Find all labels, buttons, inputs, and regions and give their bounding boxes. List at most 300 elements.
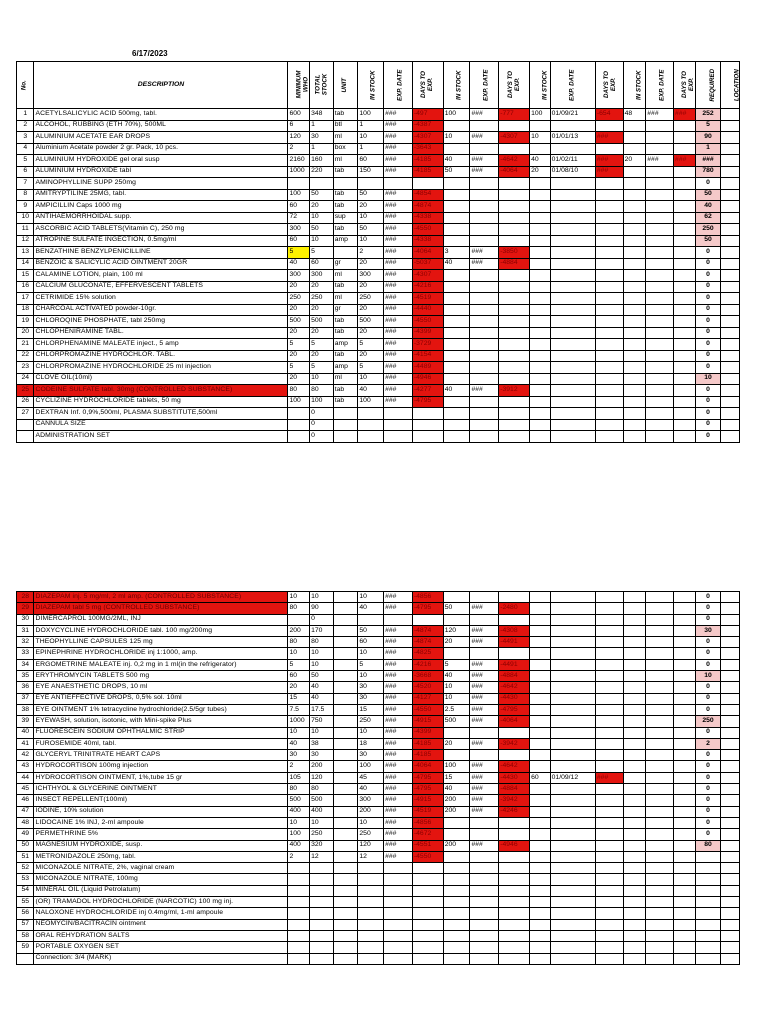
cell-required: 0 bbox=[695, 614, 721, 625]
cell-d1: -4216 bbox=[412, 659, 443, 670]
cell-unit bbox=[333, 784, 358, 795]
cell-d3 bbox=[595, 625, 623, 636]
cell-required: 0 bbox=[695, 258, 721, 270]
row-number: 23 bbox=[17, 362, 34, 374]
cell-required: 0 bbox=[695, 316, 721, 328]
item-description: ADMINISTRATION SET bbox=[34, 431, 288, 443]
cell-e3 bbox=[550, 224, 595, 236]
cell-d4 bbox=[674, 247, 696, 259]
cell-e1 bbox=[384, 885, 413, 896]
table-row bbox=[17, 851, 740, 862]
cell-e1: ### bbox=[384, 304, 413, 316]
cell-e3 bbox=[550, 327, 595, 339]
cell-s4 bbox=[623, 659, 646, 670]
cell-d2 bbox=[499, 419, 530, 431]
cell-s3 bbox=[530, 247, 551, 259]
item-description: CLOVE OIL(10ml) bbox=[34, 373, 288, 385]
cell-min: 60 bbox=[288, 201, 310, 213]
cell-min: 15 bbox=[288, 693, 310, 704]
cell-d3 bbox=[595, 408, 623, 420]
cell-e2 bbox=[470, 270, 499, 282]
cell-e2 bbox=[470, 350, 499, 362]
item-description: BENZATHINE BENZYLPENICILLINE bbox=[34, 247, 288, 259]
cell-d2 bbox=[499, 270, 530, 282]
cell-e2 bbox=[470, 396, 499, 408]
cell-tot: 60 bbox=[310, 258, 334, 270]
cell-s3 bbox=[530, 953, 551, 964]
cell-s4 bbox=[623, 166, 646, 178]
cell-e2 bbox=[470, 327, 499, 339]
cell-e2: ### bbox=[470, 155, 499, 167]
cell-location bbox=[721, 693, 740, 704]
cell-s4 bbox=[623, 396, 646, 408]
cell-d3 bbox=[595, 953, 623, 964]
cell-d1: -4519 bbox=[412, 293, 443, 305]
cell-e4 bbox=[646, 327, 674, 339]
row-number: 41 bbox=[17, 738, 34, 749]
cell-e3 bbox=[550, 908, 595, 919]
cell-location bbox=[721, 143, 740, 155]
cell-required bbox=[695, 897, 721, 908]
cell-tot: 250 bbox=[310, 293, 334, 305]
table-row bbox=[17, 795, 740, 806]
cell-d2 bbox=[499, 339, 530, 351]
cell-d3: -654 bbox=[595, 109, 623, 121]
cell-s4 bbox=[623, 419, 646, 431]
cell-d1: -4672 bbox=[412, 829, 443, 840]
cell-min: 60 bbox=[288, 671, 310, 682]
cell-s4 bbox=[623, 874, 646, 885]
cell-required: ### bbox=[695, 155, 721, 167]
cell-s2: 200 bbox=[443, 840, 470, 851]
cell-d4 bbox=[674, 919, 696, 930]
cell-e4 bbox=[646, 637, 674, 648]
cell-e1: ### bbox=[384, 738, 413, 749]
cell-unit bbox=[333, 637, 358, 648]
cell-s4 bbox=[623, 761, 646, 772]
cell-location bbox=[721, 431, 740, 443]
cell-d3 bbox=[595, 727, 623, 738]
cell-d4 bbox=[674, 327, 696, 339]
cell-required: 0 bbox=[695, 727, 721, 738]
header-days-to-exp: DAYS TO EXP. bbox=[412, 62, 443, 109]
table-row bbox=[17, 166, 740, 178]
cell-location bbox=[721, 659, 740, 670]
table-row bbox=[17, 385, 740, 397]
cell-location bbox=[721, 373, 740, 385]
cell-s1: 50 bbox=[358, 224, 384, 236]
cell-location bbox=[721, 362, 740, 374]
cell-e4 bbox=[646, 603, 674, 614]
table-row bbox=[17, 362, 740, 374]
header-exp-date-3: EXP. DATE bbox=[550, 62, 595, 109]
header-description: DESCRIPTION bbox=[34, 62, 288, 109]
cell-e1: ### bbox=[384, 212, 413, 224]
table-row bbox=[17, 648, 740, 659]
cell-d1: -4185 bbox=[412, 155, 443, 167]
cell-d2: -4491 bbox=[499, 659, 530, 670]
cell-d2: -4642 bbox=[499, 155, 530, 167]
row-number: 38 bbox=[17, 704, 34, 715]
cell-e2: ### bbox=[470, 132, 499, 144]
row-number: 4 bbox=[17, 143, 34, 155]
table-row bbox=[17, 885, 740, 896]
cell-e4 bbox=[646, 908, 674, 919]
cell-tot: 50 bbox=[310, 224, 334, 236]
cell-tot: 0 bbox=[310, 408, 334, 420]
cell-location bbox=[721, 727, 740, 738]
cell-d3 bbox=[595, 293, 623, 305]
cell-d4 bbox=[674, 258, 696, 270]
item-description: DOXYCYCLINE HYDROCHLORIDE tabl. 100 mg/200mg bbox=[34, 625, 288, 636]
table-row bbox=[17, 784, 740, 795]
cell-d2: -4795 bbox=[499, 704, 530, 715]
cell-d1 bbox=[412, 919, 443, 930]
table-row bbox=[17, 419, 740, 431]
cell-d4 bbox=[674, 806, 696, 817]
cell-d1 bbox=[412, 419, 443, 431]
cell-s2 bbox=[443, 851, 470, 862]
cell-s4 bbox=[623, 693, 646, 704]
cell-d2: -3912 bbox=[499, 385, 530, 397]
cell-required: 90 bbox=[695, 132, 721, 144]
cell-min: 300 bbox=[288, 270, 310, 282]
cell-s1: 60 bbox=[358, 155, 384, 167]
row-number: 26 bbox=[17, 396, 34, 408]
cell-d4 bbox=[674, 637, 696, 648]
cell-s1: 30 bbox=[358, 750, 384, 761]
cell-s3 bbox=[530, 350, 551, 362]
cell-d4 bbox=[674, 281, 696, 293]
cell-s3 bbox=[530, 693, 551, 704]
cell-e3 bbox=[550, 201, 595, 213]
cell-s1: 60 bbox=[358, 637, 384, 648]
cell-d4 bbox=[674, 396, 696, 408]
cell-s2 bbox=[443, 942, 470, 953]
cell-e2: ### bbox=[470, 784, 499, 795]
cell-tot: 10 bbox=[310, 648, 334, 659]
cell-d3 bbox=[595, 419, 623, 431]
cell-unit bbox=[333, 603, 358, 614]
cell-unit bbox=[333, 704, 358, 715]
cell-s2 bbox=[443, 339, 470, 351]
cell-d2: -4246 bbox=[499, 806, 530, 817]
cell-s4 bbox=[623, 373, 646, 385]
cell-tot: 10 bbox=[310, 212, 334, 224]
table-row bbox=[17, 281, 740, 293]
cell-d4 bbox=[674, 132, 696, 144]
cell-tot: 10 bbox=[310, 659, 334, 670]
cell-s4 bbox=[623, 750, 646, 761]
table-row bbox=[17, 155, 740, 167]
cell-e4 bbox=[646, 419, 674, 431]
cell-min bbox=[288, 885, 310, 896]
cell-tot: 220 bbox=[310, 166, 334, 178]
cell-unit bbox=[333, 817, 358, 828]
cell-s1: 100 bbox=[358, 109, 384, 121]
cell-required bbox=[695, 885, 721, 896]
table-row bbox=[17, 304, 740, 316]
item-description: MINERAL OIL (Liquid Petrolatum) bbox=[34, 885, 288, 896]
cell-unit bbox=[333, 761, 358, 772]
cell-s4 bbox=[623, 327, 646, 339]
cell-e3 bbox=[550, 625, 595, 636]
cell-s1 bbox=[358, 431, 384, 443]
cell-e2 bbox=[470, 362, 499, 374]
row-number: 39 bbox=[17, 716, 34, 727]
cell-d2 bbox=[499, 897, 530, 908]
cell-e4 bbox=[646, 385, 674, 397]
cell-location bbox=[721, 132, 740, 144]
cell-s1: 250 bbox=[358, 829, 384, 840]
cell-e4 bbox=[646, 930, 674, 941]
cell-tot: 5 bbox=[310, 362, 334, 374]
cell-unit: tab bbox=[333, 224, 358, 236]
cell-s3 bbox=[530, 212, 551, 224]
cell-required: 0 bbox=[695, 385, 721, 397]
cell-s2: 40 bbox=[443, 155, 470, 167]
item-description: BENZOIC & SALICYLIC ACID OINTMENT 20GR bbox=[34, 258, 288, 270]
cell-e3 bbox=[550, 942, 595, 953]
cell-s2: 50 bbox=[443, 603, 470, 614]
row-number: 27 bbox=[17, 408, 34, 420]
cell-e2: ### bbox=[470, 704, 499, 715]
cell-d4 bbox=[674, 625, 696, 636]
cell-d3 bbox=[595, 851, 623, 862]
table-row bbox=[17, 897, 740, 908]
cell-tot: 20 bbox=[310, 281, 334, 293]
cell-e3 bbox=[550, 750, 595, 761]
cell-e3 bbox=[550, 637, 595, 648]
cell-e2: ### bbox=[470, 166, 499, 178]
cell-d2: -4064 bbox=[499, 166, 530, 178]
cell-s4 bbox=[623, 795, 646, 806]
cell-e2 bbox=[470, 614, 499, 625]
cell-tot: 348 bbox=[310, 109, 334, 121]
cell-s4 bbox=[623, 885, 646, 896]
cell-d1: -4216 bbox=[412, 281, 443, 293]
cell-location bbox=[721, 953, 740, 964]
row-number: 10 bbox=[17, 212, 34, 224]
cell-s2: 5 bbox=[443, 659, 470, 670]
cell-e3 bbox=[550, 716, 595, 727]
cell-s1: 15 bbox=[358, 704, 384, 715]
cell-unit bbox=[333, 592, 358, 603]
table-row bbox=[17, 235, 740, 247]
cell-s3 bbox=[530, 863, 551, 874]
cell-s3 bbox=[530, 270, 551, 282]
cell-e3 bbox=[550, 648, 595, 659]
cell-d2 bbox=[499, 235, 530, 247]
cell-s3 bbox=[530, 648, 551, 659]
row-number: 55 bbox=[17, 897, 34, 908]
cell-min bbox=[288, 419, 310, 431]
table-row bbox=[17, 592, 740, 603]
cell-d4 bbox=[674, 874, 696, 885]
cell-tot: 100 bbox=[310, 396, 334, 408]
cell-e1: ### bbox=[384, 750, 413, 761]
cell-tot: 38 bbox=[310, 738, 334, 749]
cell-s4 bbox=[623, 704, 646, 715]
cell-min: 400 bbox=[288, 806, 310, 817]
cell-d4 bbox=[674, 235, 696, 247]
cell-e2 bbox=[470, 201, 499, 213]
cell-d1: -4795 bbox=[412, 396, 443, 408]
cell-min: 80 bbox=[288, 385, 310, 397]
cell-s2 bbox=[443, 592, 470, 603]
cell-e4 bbox=[646, 258, 674, 270]
cell-s3 bbox=[530, 281, 551, 293]
cell-d4 bbox=[674, 716, 696, 727]
cell-d4 bbox=[674, 270, 696, 282]
cell-unit bbox=[333, 806, 358, 817]
cell-s1: 30 bbox=[358, 682, 384, 693]
cell-tot: 320 bbox=[310, 840, 334, 851]
cell-e3 bbox=[550, 897, 595, 908]
cell-d4: ### bbox=[674, 155, 696, 167]
cell-e1: ### bbox=[384, 155, 413, 167]
cell-d1: -3729 bbox=[412, 339, 443, 351]
table-row bbox=[17, 316, 740, 328]
cell-tot: 90 bbox=[310, 603, 334, 614]
cell-s2 bbox=[443, 235, 470, 247]
item-description: MICONAZOLE NITRATE, 100mg bbox=[34, 874, 288, 885]
cell-s3: 40 bbox=[530, 155, 551, 167]
cell-s1: 20 bbox=[358, 281, 384, 293]
table-row bbox=[17, 806, 740, 817]
cell-d3 bbox=[595, 671, 623, 682]
cell-s3 bbox=[530, 224, 551, 236]
cell-s3 bbox=[530, 795, 551, 806]
cell-unit: gr bbox=[333, 304, 358, 316]
cell-location bbox=[721, 350, 740, 362]
cell-min: 1000 bbox=[288, 716, 310, 727]
cell-e3 bbox=[550, 930, 595, 941]
cell-required bbox=[695, 851, 721, 862]
cell-e1: ### bbox=[384, 385, 413, 397]
cell-tot: 500 bbox=[310, 316, 334, 328]
cell-s2: 10 bbox=[443, 132, 470, 144]
cell-d4 bbox=[674, 212, 696, 224]
row-number: 28 bbox=[17, 592, 34, 603]
cell-required: 0 bbox=[695, 396, 721, 408]
cell-d1: -4185 bbox=[412, 750, 443, 761]
cell-min: 100 bbox=[288, 829, 310, 840]
cell-tot: 1 bbox=[310, 143, 334, 155]
cell-e1: ### bbox=[384, 109, 413, 121]
cell-e2 bbox=[470, 120, 499, 132]
cell-tot bbox=[310, 908, 334, 919]
cell-d4 bbox=[674, 614, 696, 625]
table-row bbox=[17, 919, 740, 930]
cell-s3 bbox=[530, 840, 551, 851]
cell-required bbox=[695, 919, 721, 930]
cell-e4 bbox=[646, 625, 674, 636]
cell-d4 bbox=[674, 316, 696, 328]
item-description: METRONIDAZOLE 250mg, tabl. bbox=[34, 851, 288, 862]
cell-required: 40 bbox=[695, 201, 721, 213]
item-description: CHLOPHENIRAMINE TABL. bbox=[34, 327, 288, 339]
cell-s4 bbox=[623, 930, 646, 941]
cell-e2: ### bbox=[470, 671, 499, 682]
row-number: 34 bbox=[17, 659, 34, 670]
cell-d1 bbox=[412, 930, 443, 941]
header-exp-date: EXP. DATE bbox=[384, 62, 413, 109]
cell-s1: 20 bbox=[358, 350, 384, 362]
cell-s1: 5 bbox=[358, 362, 384, 374]
cell-s4 bbox=[623, 637, 646, 648]
table-row bbox=[17, 693, 740, 704]
cell-s2: 100 bbox=[443, 109, 470, 121]
cell-tot: 10 bbox=[310, 373, 334, 385]
cell-unit bbox=[333, 874, 358, 885]
cell-s1: 200 bbox=[358, 806, 384, 817]
cell-d4 bbox=[674, 953, 696, 964]
row-number: 11 bbox=[17, 224, 34, 236]
cell-s2: 3 bbox=[443, 247, 470, 259]
row-number: 1 bbox=[17, 109, 34, 121]
cell-e4 bbox=[646, 806, 674, 817]
table-row bbox=[17, 930, 740, 941]
cell-tot: 20 bbox=[310, 327, 334, 339]
cell-min bbox=[288, 863, 310, 874]
table-row bbox=[17, 874, 740, 885]
cell-e3: 01/09/12 bbox=[550, 772, 595, 783]
cell-d3 bbox=[595, 750, 623, 761]
header-days-to-exp-2: DAYS TO EXP. bbox=[499, 62, 530, 109]
cell-d3 bbox=[595, 350, 623, 362]
cell-s2: 10 bbox=[443, 682, 470, 693]
cell-s4 bbox=[623, 942, 646, 953]
cell-d1: -4874 bbox=[412, 637, 443, 648]
row-number: 31 bbox=[17, 625, 34, 636]
cell-e3 bbox=[550, 293, 595, 305]
cell-e2: ### bbox=[470, 625, 499, 636]
cell-location bbox=[721, 212, 740, 224]
cell-e2 bbox=[470, 293, 499, 305]
row-number: 15 bbox=[17, 270, 34, 282]
cell-e3 bbox=[550, 840, 595, 851]
cell-d1 bbox=[412, 431, 443, 443]
table-row bbox=[17, 431, 740, 443]
cell-e3 bbox=[550, 659, 595, 670]
cell-e3 bbox=[550, 281, 595, 293]
cell-d3 bbox=[595, 304, 623, 316]
table-row bbox=[17, 603, 740, 614]
cell-s4 bbox=[623, 270, 646, 282]
cell-e2 bbox=[470, 431, 499, 443]
cell-e1: ### bbox=[384, 761, 413, 772]
cell-d2: -2480 bbox=[499, 603, 530, 614]
cell-s4 bbox=[623, 919, 646, 930]
cell-unit bbox=[333, 431, 358, 443]
cell-d1: -4307 bbox=[412, 132, 443, 144]
cell-e4 bbox=[646, 840, 674, 851]
table-row bbox=[17, 120, 740, 132]
cell-unit: tab bbox=[333, 350, 358, 362]
cell-location bbox=[721, 897, 740, 908]
cell-unit: amp bbox=[333, 362, 358, 374]
cell-s2 bbox=[443, 304, 470, 316]
cell-e4 bbox=[646, 671, 674, 682]
cell-min: 40 bbox=[288, 738, 310, 749]
cell-d2 bbox=[499, 178, 530, 190]
cell-s1: 10 bbox=[358, 817, 384, 828]
cell-d4 bbox=[674, 189, 696, 201]
cell-min: 1000 bbox=[288, 166, 310, 178]
cell-tot bbox=[310, 930, 334, 941]
cell-tot: 200 bbox=[310, 761, 334, 772]
